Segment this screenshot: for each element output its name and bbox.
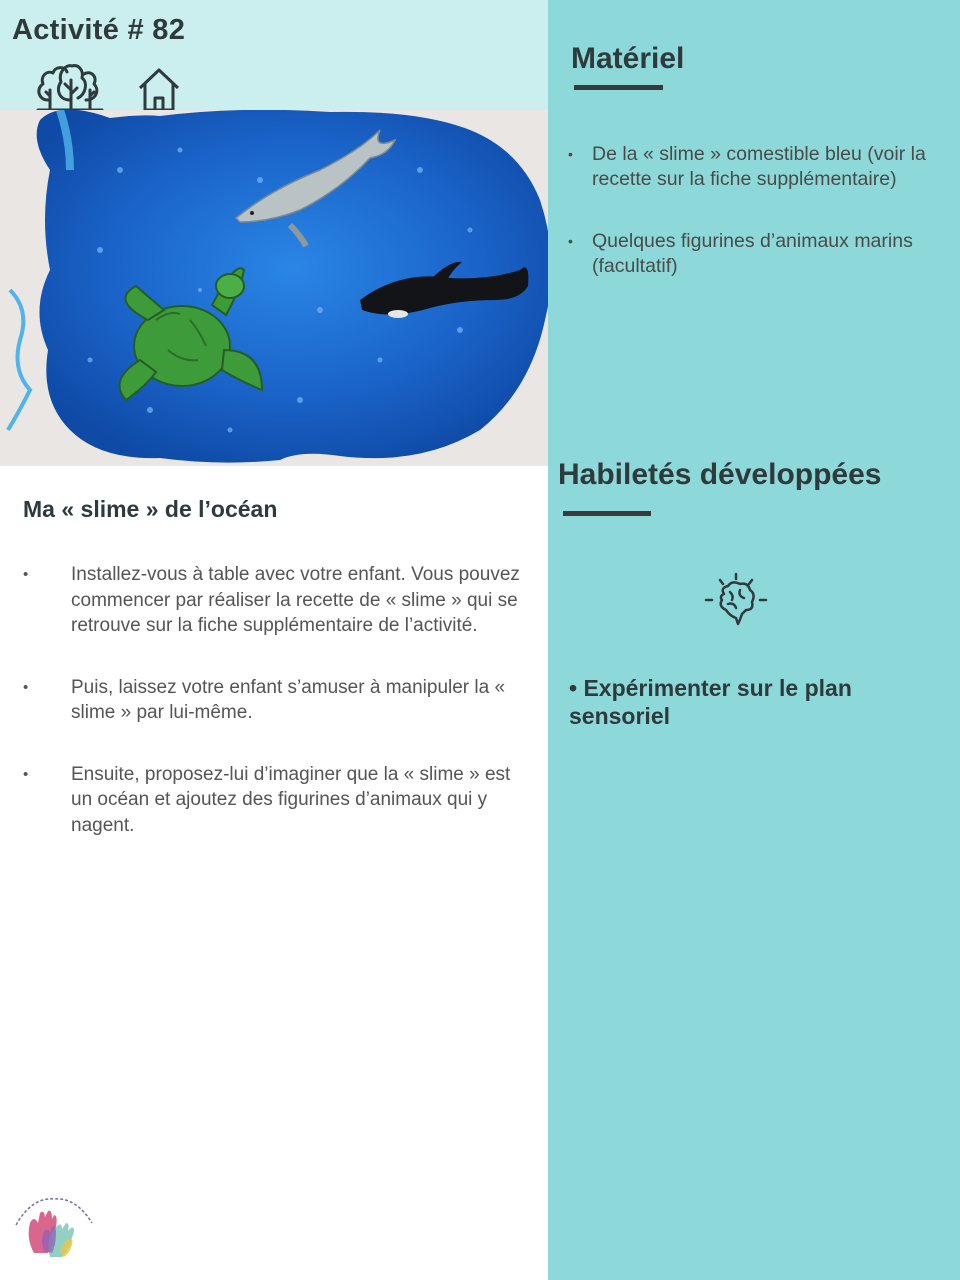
step-item xyxy=(23,675,523,726)
activity-title: Activité # 82 xyxy=(12,14,186,46)
step-text: Installez-vous à table avec votre enfant. Vous pouvez commencer par réaliser la recette de « slime » qui se retrouve sur la fiche supplémentaire de l’activité. xyxy=(71,564,520,636)
materiel-title: Matériel xyxy=(571,42,685,75)
step-item xyxy=(23,762,523,839)
hands-logo xyxy=(12,1195,96,1263)
activity-photo xyxy=(0,110,554,466)
brain-lightbulb-icon xyxy=(702,570,770,630)
bullet: • xyxy=(568,146,573,162)
bullet: • xyxy=(23,678,29,696)
materiel-list xyxy=(568,142,928,316)
skill-item: • Expérimenter sur le plan sensoriel xyxy=(569,675,852,729)
materiel-item xyxy=(568,229,928,279)
step-text: Puis, laissez votre enfant s’amuser à manipuler la « slime » par lui-même. xyxy=(71,676,506,723)
materiel-item-text: Quelques figurines d’animaux marins (facultatif) xyxy=(592,230,913,277)
steps-list xyxy=(23,562,523,874)
house-icon xyxy=(136,66,182,112)
materiel-underline xyxy=(574,85,663,90)
step-text: Ensuite, proposez-lui d’imaginer que la « slime » est un océan et ajoutez des figurines d’animaux qui y nagent. xyxy=(71,763,511,836)
materiel-item-text: De la « slime » comestible bleu (voir la recette sur la fiche supplémentaire) xyxy=(592,143,926,190)
bullet: • xyxy=(23,765,29,783)
materiel-item xyxy=(568,142,928,192)
bullet: • xyxy=(23,566,29,583)
habiletes-title: Habiletés développées xyxy=(558,458,882,491)
step-item xyxy=(23,562,523,639)
activity-name: Ma « slime » de l’océan xyxy=(23,496,278,522)
trees-icon xyxy=(34,60,106,112)
habiletes-underline xyxy=(563,511,651,516)
bullet: • xyxy=(568,233,573,249)
